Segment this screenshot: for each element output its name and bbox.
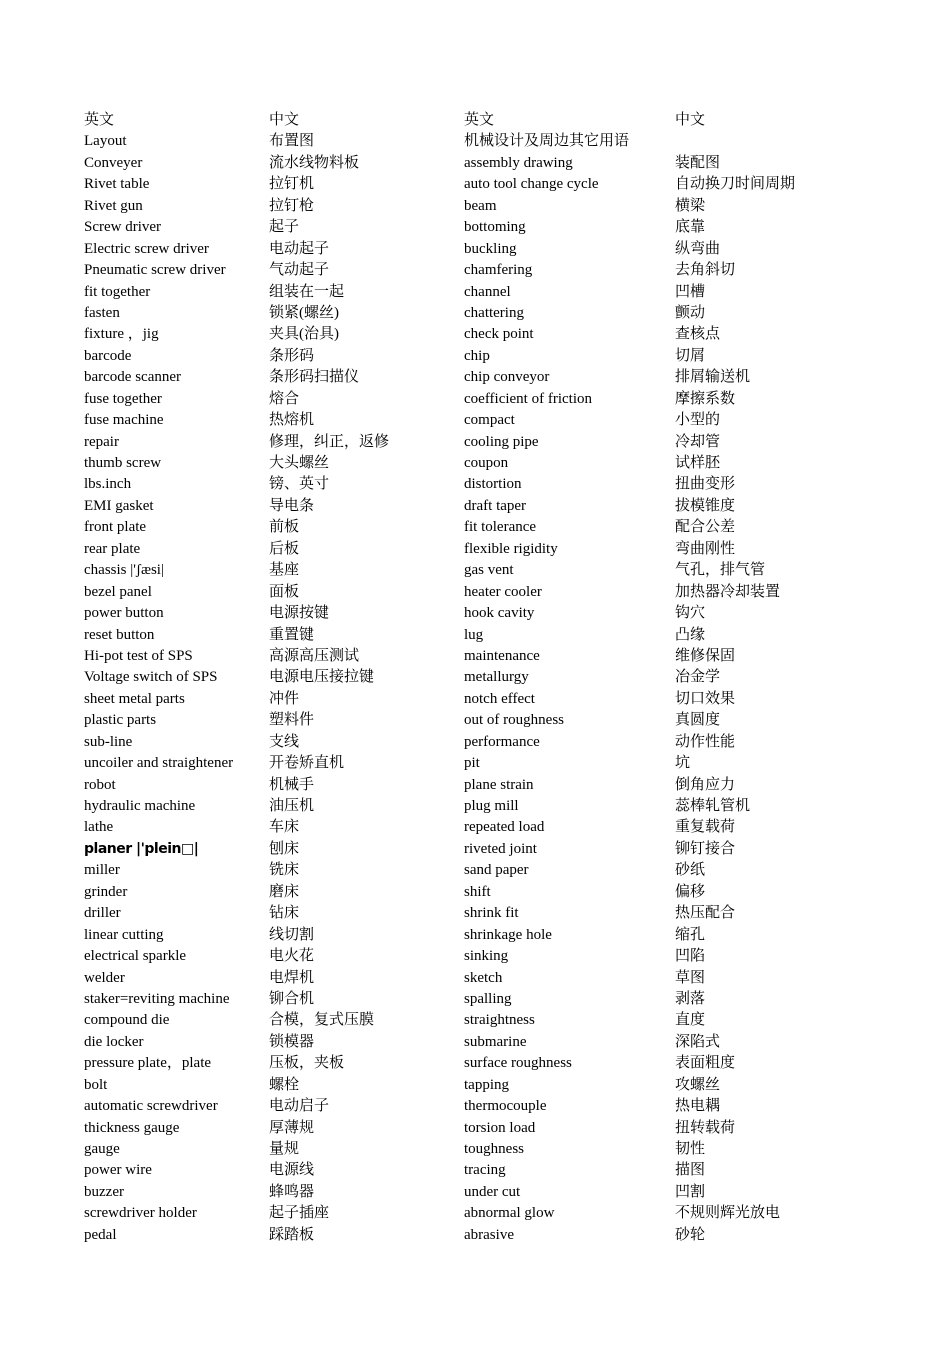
chinese-term-right: 蕊棒轧管机 — [675, 798, 751, 814]
english-term-left: staker=reviting machine — [84, 990, 230, 1007]
chinese-term-left: 拉钉机 — [269, 176, 315, 193]
chinese-term-right: 试样胚 — [675, 455, 721, 471]
english-term-left: Voltage switch of SPS — [84, 669, 218, 686]
chinese-term-left: 刨床 — [269, 840, 300, 857]
chinese-term-right — [675, 131, 875, 152]
chinese-term-right: 加热器冷却装置 — [675, 583, 781, 600]
chinese-term-left: 锁紧(螺丝) — [269, 304, 339, 321]
english-term-left: Conveyer — [84, 154, 143, 171]
chinese-term-left: 电源线 — [269, 1162, 315, 1179]
english-term-left: welder — [84, 969, 125, 986]
header-english-2: 英文 — [464, 112, 495, 128]
english-term-right: plug mill — [464, 798, 519, 814]
english-term-right: beam — [464, 197, 497, 214]
chinese-term-right: 热电耦 — [675, 1098, 721, 1115]
english-term-left: uncoiler and straightener — [84, 755, 234, 772]
chinese-term-left: 条形码扫描仪 — [269, 369, 360, 386]
chinese-term-right: 排屑输送机 — [675, 369, 751, 386]
english-term-right: chip — [464, 347, 490, 364]
chinese-term-left: 热熔机 — [269, 412, 315, 429]
english-term-left: fit together — [84, 283, 151, 300]
english-term-left: reset button — [84, 626, 155, 643]
english-term-right: check point — [464, 326, 534, 343]
english-term-right: cooling pipe — [464, 433, 539, 450]
chinese-term-left: 起子 — [269, 219, 300, 236]
chinese-term-left: 铆合机 — [269, 990, 315, 1007]
chinese-term-left: 机械手 — [269, 776, 315, 793]
english-term-right: metallurgy — [464, 669, 529, 686]
english-term-left: pedal — [84, 1226, 117, 1243]
chinese-term-left: 量规 — [269, 1141, 300, 1157]
chinese-term-right: 查核点 — [675, 326, 721, 343]
chinese-term-left: 踩踏板 — [269, 1226, 315, 1243]
english-term-left: screwdriver holder — [84, 1205, 197, 1222]
chinese-term-right: 剥落 — [675, 990, 706, 1007]
english-term-right: buckling — [464, 240, 517, 257]
english-term-right: spalling — [464, 990, 512, 1007]
english-term-left: automatic screwdriver — [84, 1098, 218, 1115]
chinese-term-right: 深陷式 — [675, 1033, 721, 1050]
chinese-term-right: 热压配合 — [675, 905, 736, 922]
english-term-right: lug — [464, 626, 484, 643]
chinese-term-left: 磨床 — [269, 883, 300, 900]
chinese-term-right: 纵弯曲 — [675, 240, 721, 257]
chinese-term-right: 颤动 — [675, 304, 706, 321]
english-term-left: gauge — [84, 1141, 120, 1157]
english-term-left: lathe — [84, 819, 114, 836]
chinese-term-right: 真圆度 — [675, 712, 721, 729]
chinese-term-right: 偏移 — [675, 883, 706, 900]
english-term-right: flexible rigidity — [464, 540, 558, 557]
chinese-term-left: 电源按键 — [269, 605, 330, 622]
chinese-term-right: 草图 — [675, 969, 706, 986]
english-term-left: grinder — [84, 883, 128, 900]
english-term-left: Pneumatic screw driver — [84, 262, 226, 279]
english-term-left: electrical sparkle — [84, 948, 187, 965]
chinese-term-right: 攻螺丝 — [675, 1076, 721, 1093]
chinese-term-right: 扭转载荷 — [675, 1119, 736, 1136]
english-term-left: thickness gauge — [84, 1119, 180, 1136]
english-term-left: Rivet gun — [84, 197, 143, 214]
chinese-term-left: 重置键 — [269, 626, 315, 643]
english-term-right: under cut — [464, 1183, 521, 1200]
english-term-right: chattering — [464, 304, 524, 321]
english-term-right: compact — [464, 412, 515, 429]
chinese-term-left: 电焊机 — [269, 969, 315, 986]
english-term-left: Layout — [84, 133, 127, 150]
chinese-term-left: 开卷矫直机 — [269, 755, 345, 772]
chinese-term-left: 面板 — [269, 583, 300, 600]
english-term-right: auto tool change cycle — [464, 176, 599, 193]
chinese-term-right: 钩穴 — [675, 605, 706, 622]
chinese-term-right: 自动换刀时间周期 — [675, 176, 796, 193]
chinese-term-left: 车床 — [269, 819, 300, 836]
english-term-left: planer |'plein□| — [84, 840, 199, 857]
chinese-term-left: 塑料件 — [269, 712, 315, 729]
english-term-right: tapping — [464, 1076, 509, 1093]
english-term-left: fuse machine — [84, 412, 164, 429]
english-term-right: distortion — [464, 476, 522, 493]
english-term-right: submarine — [464, 1033, 527, 1050]
english-term-left: Hi-pot test of SPS — [84, 647, 193, 664]
english-term-left: die locker — [84, 1033, 144, 1050]
english-term-right: repeated load — [464, 819, 545, 836]
chinese-term-right: 气孔，排气管 — [675, 562, 766, 579]
english-term-right: fit tolerance — [464, 519, 537, 536]
chinese-term-left: 高源高压测试 — [269, 647, 360, 664]
chinese-term-left: 气动起子 — [269, 262, 330, 279]
chinese-term-right: 铆钉接合 — [675, 840, 736, 857]
chinese-term-left: 后板 — [269, 540, 300, 557]
english-term-left: Rivet table — [84, 176, 150, 193]
vocabulary-table — [84, 110, 875, 1246]
english-term-right: channel — [464, 283, 511, 300]
chinese-term-right: 坑 — [675, 755, 691, 772]
english-term-left: EMI gasket — [84, 497, 154, 514]
english-term-left: bezel panel — [84, 583, 152, 600]
english-term-left: pressure plate，plate — [84, 1055, 212, 1072]
chinese-term-left: 线切割 — [269, 926, 315, 943]
english-term-left: linear cutting — [84, 926, 164, 943]
english-term-left: Screw driver — [84, 219, 162, 236]
chinese-term-left: 条形码 — [269, 347, 315, 364]
english-term-right: abrasive — [464, 1226, 514, 1243]
english-term-right: hook cavity — [464, 605, 535, 622]
chinese-term-left: 起子插座 — [269, 1205, 330, 1222]
english-term-left: bolt — [84, 1076, 108, 1093]
english-term-left: barcode — [84, 347, 132, 364]
chinese-term-left: 修理，纠正，返修 — [269, 433, 390, 450]
chinese-term-right: 拔模锥度 — [675, 497, 736, 514]
chinese-term-right: 砂轮 — [675, 1226, 706, 1243]
english-term-right: maintenance — [464, 647, 540, 664]
english-term-right: pit — [464, 755, 480, 772]
chinese-term-right: 扭曲变形 — [675, 476, 736, 493]
english-term-left: buzzer — [84, 1183, 124, 1200]
english-term-left: hydraulic machine — [84, 798, 196, 814]
english-term-right: sinking — [464, 948, 509, 965]
chinese-term-left: 组装在一起 — [269, 283, 345, 300]
chinese-term-left: 电火花 — [269, 948, 315, 965]
chinese-term-left: 拉钉枪 — [269, 197, 315, 214]
chinese-term-right: 切口效果 — [675, 690, 736, 707]
chinese-term-right: 小型的 — [675, 412, 721, 429]
english-term-left: compound die — [84, 1012, 170, 1029]
english-term-left: rear plate — [84, 540, 141, 557]
header-chinese-2: 中文 — [675, 112, 706, 128]
chinese-term-left: 电动启子 — [269, 1098, 330, 1115]
english-term-left: miller — [84, 862, 120, 879]
chinese-term-left: 锁模器 — [269, 1033, 315, 1050]
chinese-term-left: 油压机 — [269, 798, 315, 814]
chinese-term-right: 横梁 — [675, 197, 706, 214]
english-term-left: driller — [84, 905, 121, 922]
english-term-right: abnormal glow — [464, 1205, 555, 1222]
english-term-right: heater cooler — [464, 583, 542, 600]
english-term-right: shrinkage hole — [464, 926, 552, 943]
english-term-left: power wire — [84, 1162, 152, 1179]
english-term-right: chamfering — [464, 262, 533, 279]
english-term-left: power button — [84, 605, 164, 622]
chinese-term-left: 导电条 — [269, 497, 315, 514]
english-term-left: Electric screw driver — [84, 240, 209, 257]
header-english-1: 英文 — [84, 112, 115, 128]
chinese-term-right: 直度 — [675, 1012, 706, 1029]
english-term-right: torsion load — [464, 1119, 536, 1136]
chinese-term-right: 重复载荷 — [675, 819, 736, 836]
english-term-left: fuse together — [84, 390, 162, 407]
english-term-right: riveted joint — [464, 840, 537, 857]
english-term-right: coefficient of friction — [464, 390, 592, 407]
english-term-left: plastic parts — [84, 712, 157, 729]
chinese-term-right: 去角斜切 — [675, 262, 736, 279]
english-term-right: toughness — [464, 1141, 524, 1157]
english-term-left: chassis |'ʃæsi| — [84, 562, 164, 579]
english-term-left: fasten — [84, 304, 120, 321]
chinese-term-right: 冶金学 — [675, 669, 721, 686]
english-term-left: sheet metal parts — [84, 690, 185, 707]
english-term-left: barcode scanner — [84, 369, 182, 386]
english-term-right: assembly drawing — [464, 154, 573, 171]
chinese-term-left: 铣床 — [269, 862, 300, 879]
english-term-right: chip conveyor — [464, 369, 550, 386]
chinese-term-right: 配合公差 — [675, 519, 736, 536]
chinese-term-left: 冲件 — [269, 690, 300, 707]
chinese-term-right: 不规则辉光放电 — [675, 1205, 781, 1222]
chinese-term-right: 表面粗度 — [675, 1055, 736, 1072]
chinese-term-left: 合模，复式压膜 — [269, 1012, 375, 1029]
english-term-right: bottoming — [464, 219, 526, 236]
chinese-term-left: 基座 — [269, 562, 300, 579]
chinese-term-right: 凹割 — [675, 1183, 706, 1200]
english-term-right: sand paper — [464, 862, 529, 879]
english-term-right: tracing — [464, 1162, 506, 1179]
english-term-right: 机械设计及周边其它用语 — [464, 133, 630, 150]
chinese-term-left: 厚薄规 — [269, 1119, 315, 1136]
english-term-right: out of roughness — [464, 712, 564, 729]
chinese-term-right: 底靠 — [675, 219, 706, 236]
chinese-term-right: 砂纸 — [675, 862, 706, 879]
chinese-term-right: 凹槽 — [675, 283, 706, 300]
chinese-term-left: 蜂鸣器 — [269, 1183, 315, 1200]
chinese-term-left: 流水线物料板 — [269, 154, 360, 171]
english-term-right: thermocouple — [464, 1098, 547, 1115]
chinese-term-right: 凸缘 — [675, 626, 706, 643]
chinese-term-right: 维修保固 — [675, 647, 736, 664]
chinese-term-left: 熔合 — [269, 390, 300, 407]
chinese-term-left: 夹具(治具) — [269, 326, 339, 343]
chinese-term-right: 切屑 — [675, 347, 706, 364]
english-term-left: sub-line — [84, 733, 133, 750]
chinese-term-left: 支线 — [269, 733, 300, 750]
chinese-term-left: 前板 — [269, 519, 300, 536]
english-term-right: plane strain — [464, 776, 534, 793]
chinese-term-right: 弯曲刚性 — [675, 540, 736, 557]
english-term-left: repair — [84, 433, 119, 450]
chinese-term-right: 倒角应力 — [675, 776, 736, 793]
chinese-term-left: 电动起子 — [269, 240, 330, 257]
english-term-right: sketch — [464, 969, 503, 986]
english-term-right: shift — [464, 883, 491, 900]
header-chinese-1: 中文 — [269, 112, 300, 128]
english-term-right: draft taper — [464, 497, 527, 514]
chinese-term-right: 凹陷 — [675, 948, 706, 965]
chinese-term-left: 电源电压接拉键 — [269, 669, 375, 686]
chinese-term-left: 布置图 — [269, 133, 315, 150]
english-term-right: surface roughness — [464, 1055, 572, 1072]
chinese-term-right: 冷却管 — [675, 433, 721, 450]
english-term-right: performance — [464, 733, 540, 750]
chinese-term-left: 压板，夹板 — [269, 1055, 345, 1072]
english-term-left: thumb screw — [84, 455, 162, 471]
english-term-left: robot — [84, 776, 116, 793]
chinese-term-right: 装配图 — [675, 154, 721, 171]
english-term-right: straightness — [464, 1012, 535, 1029]
english-term-right: gas vent — [464, 562, 514, 579]
chinese-term-left: 钻床 — [269, 905, 300, 922]
chinese-term-left: 镑、英寸 — [269, 476, 330, 493]
chinese-term-left: 螺栓 — [269, 1076, 300, 1093]
chinese-term-right: 摩擦系数 — [675, 390, 736, 407]
chinese-term-right: 描图 — [675, 1162, 706, 1179]
english-term-right: coupon — [464, 455, 509, 471]
english-term-left: front plate — [84, 519, 147, 536]
chinese-term-right: 韧性 — [675, 1141, 706, 1157]
english-term-right: shrink fit — [464, 905, 519, 922]
chinese-term-left: 大头螺丝 — [269, 455, 330, 471]
english-term-right: notch effect — [464, 690, 535, 707]
chinese-term-right: 缩孔 — [675, 926, 706, 943]
chinese-term-right: 动作性能 — [675, 733, 736, 750]
english-term-left: fixture ，jig — [84, 326, 159, 343]
english-term-left: lbs.inch — [84, 476, 132, 493]
